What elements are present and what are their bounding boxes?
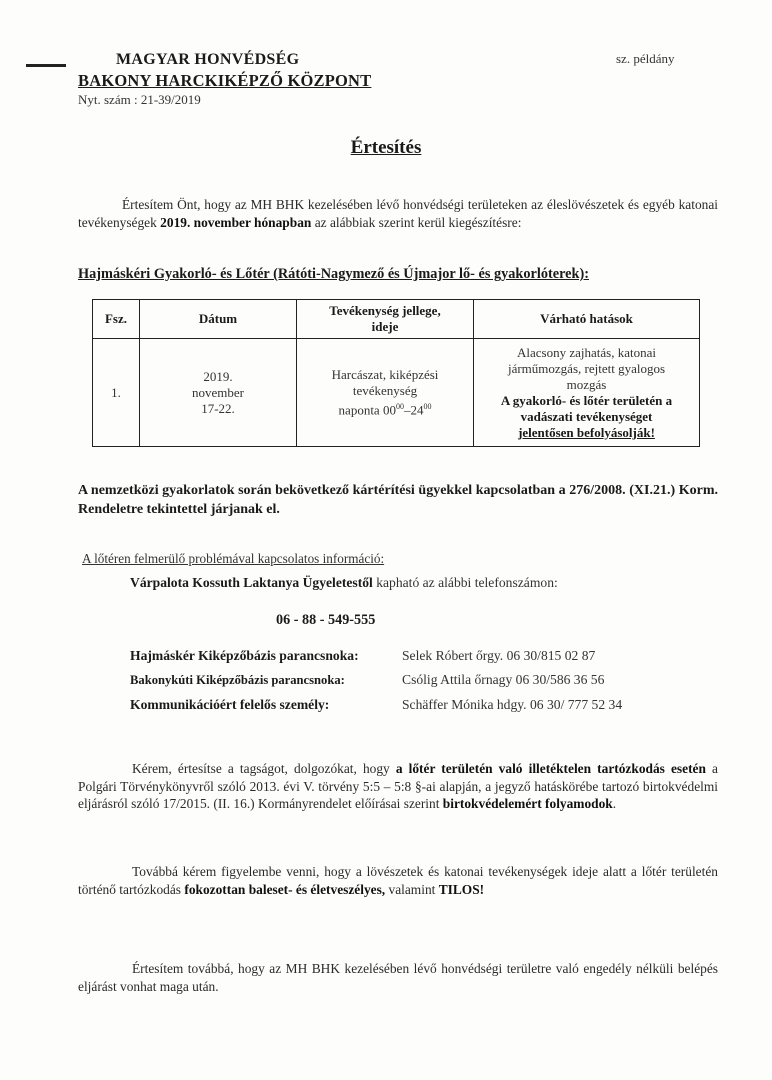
request-paragraph [78,760,718,813]
effect-bold-line3: jelentősen befolyásolják! [518,424,655,440]
request-bold-1: a lőtér területén való illetéktelen tartózkodás esetén [395,761,706,776]
contact-value-2: Csólig Attila őrnagy 06 30/586 36 56 [402,672,605,687]
header-effects: Várható hatások [474,300,700,339]
intro-text-2: az alábbiak szerint kerül kiegészítésre: [311,214,522,230]
effect-bold-line1: A gyakorló- és lőtér területén a [500,392,673,408]
contact-label-3: Kommunikációért felelős személy: [130,697,330,712]
schedule-table [92,299,700,447]
request-bold-2: birtokvédelemért folyamodok [442,796,613,811]
effect-line1: Alacsony zajhatás, katonai [517,344,656,360]
header-fsz: Fsz. [93,300,140,339]
warning-paragraph [78,863,718,898]
cell-fsz: 1. [93,339,140,447]
table-row [93,339,700,447]
header-date: Dátum [140,300,297,339]
org-name-line2: BAKONY HARCKIKÉPZŐ KÖZPONT [78,71,372,90]
table-header-row [93,300,700,339]
effect-line3: mozgás [566,376,607,392]
warning-bold-1: fokozottan baleset- és életveszélyes, [184,881,386,897]
request-text-1: Kérem, értesítse a tagságot, dolgozókat, hogy [132,761,396,776]
activity-dash: –24 [403,402,424,418]
warning-bold-2: TILOS! [438,881,485,897]
date-line2: november [192,384,244,400]
cell-activity [297,339,474,447]
duty-phone: 06 - 88 - 549-555 [276,612,376,628]
duty-office: Várpalota Kossuth Laktanya Ügyeletestől [130,575,373,590]
activity-time-to-sup: 00 [423,401,432,411]
cell-effects [474,339,700,447]
duty-line [130,575,558,591]
activity-line2: tevékenység [352,382,418,398]
intro-period: 2019. november hónapban [160,214,312,230]
copy-label: sz. példány [616,51,675,66]
header-activity [297,300,474,339]
intro-text-1: Értesítem Önt, hogy az MH BHK kezelésében lévő honvédségi területeken az éleslövészetek és egyéb katonai tevékenységek [78,197,718,230]
effect-line2: járműmozgás, rejtett gyalogos [507,360,666,376]
issues-heading: A lőtéren felmerülő problémával kapcsolatos információ: [82,551,385,566]
activity-time-from-sup: 00 [395,401,404,411]
margin-mark [26,64,66,67]
activity-line3-prefix: naponta 00 [338,402,396,418]
header-activity-line2: ideje [371,319,399,334]
contact-value-3: Schäffer Mónika hdgy. 06 30/ 777 52 34 [402,697,623,712]
warning-text-1: Továbbá kérem figyelembe venni, hogy a lövészetek és katonai tevékenységek ideje alatt a lőtér területén történő tartózkodás [78,864,718,897]
international-notice: A nemzetközi gyakorlatok során bekövetkező kártérítési ügyekkel kapcsolatban a 276/2008. (XI.21.) Korm. Rendeletre tekintettel járjanak el. [78,483,718,517]
request-text-2: a Polgári Törvénykönyvről szóló 2013. évi V. törvény 5:5 – 5:8 §-ai alapján, a jegyző hatáskörébe tartozó birtokvédelmi eljárásról szóló 17/2015. (II. 16.) Kormányrendelet előírásai szerint [78,761,718,811]
activity-line1: Harcászat, kiképzési [331,366,439,382]
contact-value-1: Selek Róbert őrgy. 06 30/815 02 87 [402,648,596,663]
request-text-3: . [612,796,617,811]
final-paragraph: Értesítem továbbá, hogy az MH BHK kezelésében lévő honvédségi területre való engedély nélküli belépés eljárást vonhat maga után. [78,961,718,994]
header-activity-line1: Tevékenység jellege, [329,303,441,318]
effect-bold-line2: vadászati tevékenységet [520,408,653,424]
date-line1: 2019. [203,368,233,384]
date-line3: 17-22. [201,400,235,416]
duty-rest: kapható az alábbi telefonszámon: [372,575,558,590]
warning-text-2: valamint [385,881,439,897]
cell-date [140,339,297,447]
contact-label-2: Bakonykúti Kiképzőbázis parancsnoka: [130,673,345,687]
intro-paragraph [78,196,718,231]
contact-label-1: Hajmáskér Kiképzőbázis parancsnoka: [130,648,359,663]
page-title: Értesítés [350,137,422,158]
reference-number: Nyt. szám : 21-39/2019 [78,92,201,107]
org-name-line1: MAGYAR HONVÉDSÉG [116,51,300,68]
section-title: Hajmáskéri Gyakorló- és Lőtér (Rátóti-Nagymező és Újmajor lő- és gyakorlóterek): [78,266,589,282]
